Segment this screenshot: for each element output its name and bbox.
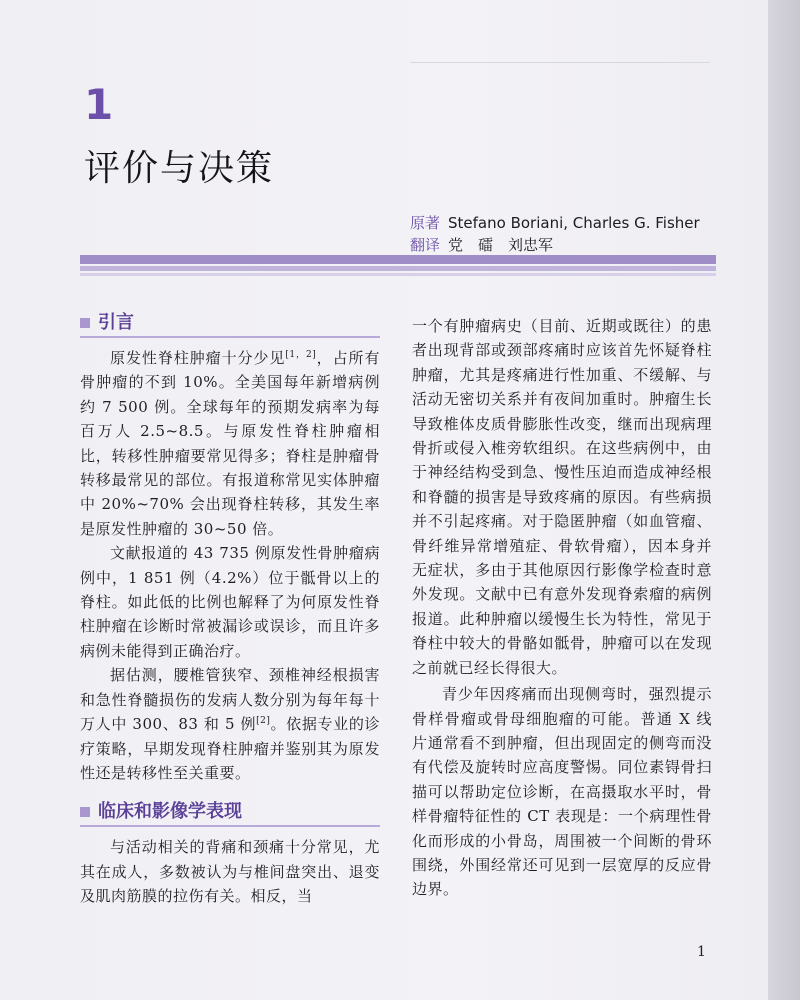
paragraph: 一个有肿瘤病史（目前、近期或既往）的患者出现背部或颈部疼痛时应该首先怀疑脊柱肿瘤，尤其是疼痛进行性加重、不缓解、与活动无密切关系并有夜间加重时。肿瘤生长导致椎体皮质骨膨胀性改变，继而出现病理骨折或侵入椎旁软组织。在这些病例中，由于神经结构受到急、慢性压迫而造成神经根和脊髓的损害是导致疼痛的原因。有些病损并不引起疼痛。对于隐匿肿瘤（如血管瘤、骨纤维异常增殖症、骨软骨瘤），因本身并无症状，多由于其他原因行影像学检查时意外发现。文献中已有意外发现脊索瘤的病例报道。此种肿瘤以缓慢生长为特性，常见于脊柱中较大的骨骼如骶骨，肿瘤可以在发现之前就已经长得很大。: [412, 317, 712, 677]
paragraph: 青少年因疼痛而出现侧弯时，强烈提示骨样骨瘤或骨母细胞瘤的可能。普通 X 线片通常看不到肿瘤，但出现固定的侧弯而没有代偿及旋转时应高度警惕。同位素锝骨扫描可以帮助定位诊断，在高摄取水平时，骨样骨瘤特征性的 CT 表现是：一个病理性骨化而形成的小骨岛，周围被一个间断的骨环围绕，外围经常还可见到一层宽厚的反应骨边界。: [412, 685, 712, 899]
paragraph: 文献报道的 43 735 例原发性骨肿瘤病例中，1 851 例（4.2%）位于骶骨以上的脊柱。如此低的比例也解释了为何原发性脊柱肿瘤在诊断时常被漏诊或误诊，而且许多病例未能得到正确治疗。: [80, 544, 380, 660]
paragraph-text: 原发性脊柱肿瘤十分少见: [110, 349, 286, 367]
book-spine-shadow: [768, 0, 800, 1000]
paragraph-text: 。依据专业的诊疗策略，早期发现脊柱肿瘤并鉴别其为原发性还是转移性至关重要。: [80, 715, 380, 782]
authors-names: Stefano Boriani, Charles G. Fisher: [448, 214, 700, 232]
paragraph: [80, 346, 380, 541]
chapter-credits: [410, 212, 700, 256]
translators-label: 翻译: [410, 236, 441, 254]
section-heading-intro: [80, 310, 380, 338]
left-column: [80, 310, 380, 909]
paragraph-text: 据估测，腰椎管狭窄、颈椎神经根损害和急性脊髓损伤的发病人数分别为每年每十万人中 300、83 和 5 例: [80, 666, 380, 734]
chapter-banner: [80, 255, 716, 277]
section-marker-icon: [80, 807, 90, 817]
authors-row: [410, 212, 700, 234]
translators-row: [410, 234, 700, 256]
section-rule: [80, 825, 380, 827]
page-number: 1: [697, 944, 706, 960]
section-title: 临床和影像学表现: [98, 801, 242, 823]
banner-stripe-2: [80, 266, 716, 271]
authors-label: 原著: [410, 214, 441, 232]
section-heading-clinical: [80, 799, 380, 827]
citation-ref: [2]: [256, 716, 271, 727]
right-column: [412, 314, 712, 902]
citation-ref: [1，2]: [285, 350, 317, 360]
section-marker-icon: [80, 318, 90, 328]
paragraph: [80, 663, 380, 785]
chapter-title: 评价与决策: [84, 148, 275, 189]
banner-stripe-3: [80, 273, 716, 276]
chapter-number: 1: [84, 80, 114, 129]
section-title: 引言: [98, 312, 134, 333]
paragraph: 与活动相关的背痛和颈痛十分常见，尤其在成人，多数被认为与椎间盘突出、退变及肌肉筋膜的拉伤有关。相反，当: [80, 838, 380, 906]
section-rule: [80, 336, 380, 338]
paragraph-text: ，占所有骨肿瘤的不到 10%。全美国每年新增病例约 7 500 例。全球每年的预期发病率为每百万人 2.5~8.5。与原发性脊柱肿瘤相比，转移性肿瘤要常见得多；脊柱是肿瘤骨转移最常见的部位。有报道称常见实体肿瘤中 20%~70% 会出现脊柱转移，其发生率是原发性肿瘤的 30~50 倍。: [80, 349, 380, 538]
bleed-through-line: [410, 62, 710, 63]
translators-names: 党 礌 刘忠军: [448, 236, 554, 254]
banner-stripe-1: [80, 255, 716, 264]
